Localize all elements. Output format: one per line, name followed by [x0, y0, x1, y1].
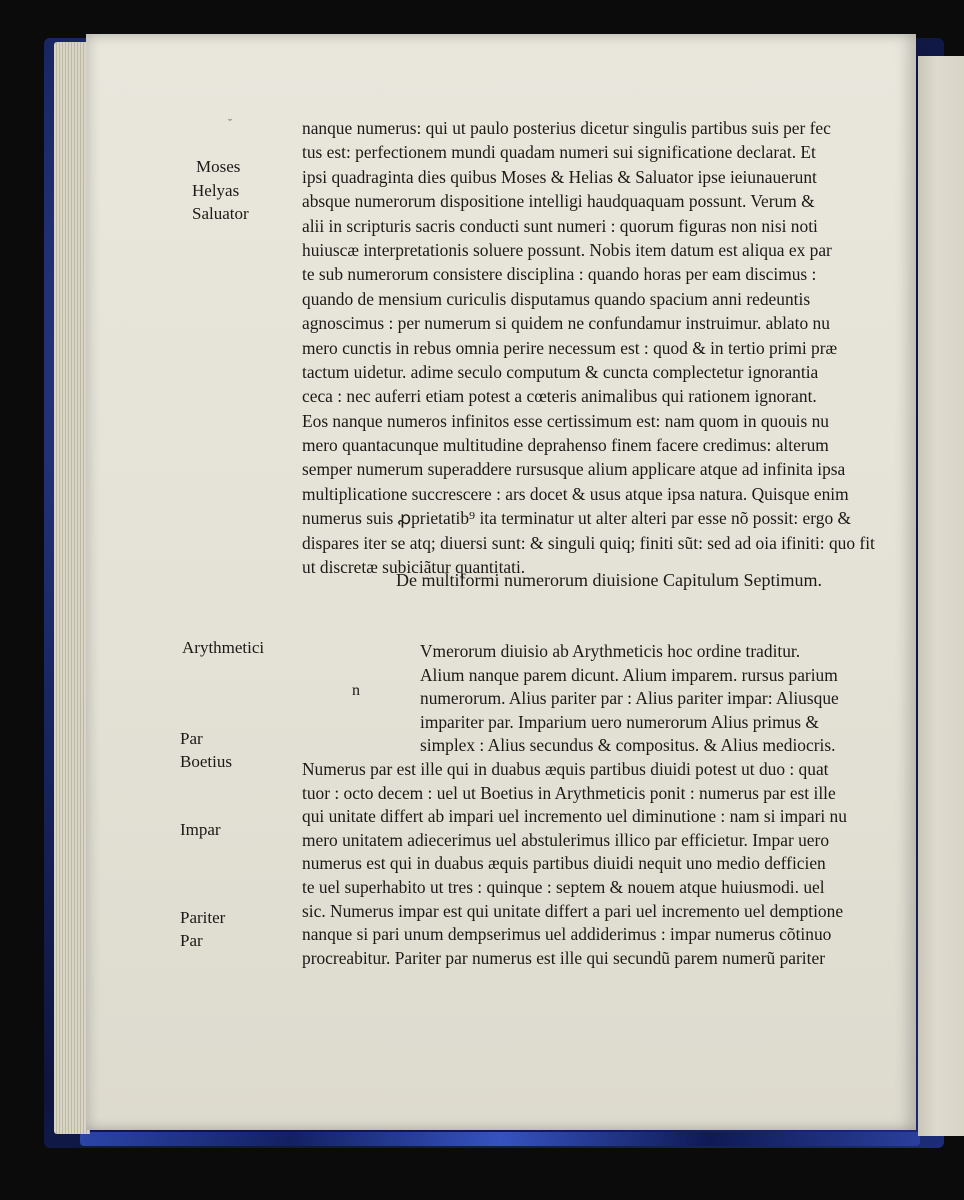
text-line: Eos nanque numeros infinitos esse certissimum est: nam quom in quouis nu	[302, 410, 829, 431]
text-line: impariter par. Imparium uero numerorum Alius primus &	[420, 711, 819, 732]
text-line: quando de mensium curiculis disputamus quando spacium anni redeuntis	[302, 288, 811, 309]
text-line: mero unitatem adiecerimus uel abstulerimus illico par efficietur. Impar uero	[302, 829, 830, 850]
text-line: numerus suis ꝓprietatib⁹ ita terminatur ut alter alteri par esse nõ possit: ergo &	[302, 508, 852, 529]
text-line: alii in scripturis sacris conducti sunt numeri : quorum figuras non nisi noti	[302, 215, 818, 236]
text-line: mero quantacunque multitudine deprahenso finem facere credimus: alterum	[302, 435, 829, 456]
text-line: te sub numerorum consistere disciplina : quando horas per eam discimus :	[302, 264, 817, 285]
text-line: huiuscæ interpretationis soluere possunt. Nobis item datum est aliqua ex par	[302, 239, 832, 260]
text-line: multiplicatione succrescere : ars docet & usus atque ipsa natura. Quisque enim	[302, 483, 849, 504]
margin-note-arythmetici: Arythmetici	[182, 638, 265, 657]
text-line: simplex : Alius secundus & compositus. & Alius mediocris.	[420, 735, 836, 756]
text-line: semper numerum superaddere rursusque alium applicare atque ad infinita ipsa	[302, 459, 846, 480]
page-stack-edges	[54, 42, 90, 1134]
text-line: nanque numerus: qui ut paulo posterius dicetur singulis partibus suis per fec	[302, 118, 831, 138]
cover-edge	[80, 1132, 920, 1146]
text-line: mero cunctis in rebus omnia perire necessum est : quod & in tertio primi præ	[302, 337, 838, 358]
text-line: tuor : octo decem : uel ut Boetius in Arythmeticis ponit : numerus par est ille	[302, 782, 836, 803]
chapter-text-block	[302, 640, 847, 970]
body-text-block	[302, 116, 875, 579]
text-line: numerorum. Alius pariter par : Alius pariter impar: Aliusque	[420, 688, 839, 709]
text-line: nanque si pari unum dempserimus uel addiderimus : impar numerus cõtinuo	[302, 924, 832, 945]
text-line: ipsi quadraginta dies quibus Moses & Helias & Saluator ipse ieiunauerunt	[302, 166, 817, 187]
text-line: Alium nanque parem dicunt. Alium imparem. rursus parium	[420, 664, 838, 685]
margin-note-helyas: Helyas	[192, 181, 240, 200]
margin-note-saluator: Saluator	[192, 204, 249, 223]
text-line: dispares iter se atq; diuersi sunt: & singuli quiq; finiti sũt: sed ad oia ifiniti: quo fit	[302, 532, 875, 553]
text-line: Vmerorum diuisio ab Arythmeticis hoc ordine traditur.	[420, 641, 801, 661]
margin-note-moses: Moses	[196, 157, 241, 176]
margin-note-par-2: Par	[180, 931, 203, 950]
text-line: tactum uidetur. adime seculo computum & cuncta complectetur ignorantia	[302, 361, 819, 382]
margin-note-boetius: Boetius	[180, 752, 232, 771]
text-line: agnoscimus : per numerum si quidem ne confundamur instruimur. ablato nu	[302, 313, 830, 334]
text-line: absque numerorum dispositione intelligi haudquaquam possunt. Verum &	[302, 191, 815, 212]
margin-note-par: Par	[180, 729, 203, 748]
text-line: qui unitate differt ab impari uel incremento uel diminutione : nam si impari nu	[302, 806, 847, 827]
text-line: Numerus par est ille qui in duabus æquis partibus diuidi potest ut duo : quat	[302, 758, 829, 779]
text-line: procreabitur. Pariter par numerus est ille qui secundũ parem numerũ pariter	[302, 947, 825, 968]
facing-page-edge	[918, 56, 964, 1136]
ink-speck: ˘	[228, 116, 232, 130]
text-line: numerus est qui in duabus æquis partibus diuidi nequit uno medio defficien	[302, 853, 826, 874]
text-line: tus est: perfectionem mundi quadam numeri sui significatione declarat. Et	[302, 142, 816, 163]
text-line: ceca : nec auferri etiam potest a cœteris animalibus qui rationem ignorant.	[302, 386, 817, 407]
margin-note-impar: Impar	[180, 820, 221, 839]
text-line: te uel superhabito ut tres : quinque : septem & nouem atque huiusmodi. uel	[302, 876, 825, 897]
text-line: sic. Numerus impar est qui unitate differt a pari uel incremento uel demptione	[302, 900, 844, 921]
chapter-heading: De multiformi numerorum diuisione Capitulum Septimum.	[396, 570, 822, 590]
margin-note-pariter: Pariter	[180, 908, 226, 927]
text-line: ut discretæ subiciãtur quantitati.	[302, 557, 526, 578]
initial-guide-letter: n	[352, 682, 360, 699]
